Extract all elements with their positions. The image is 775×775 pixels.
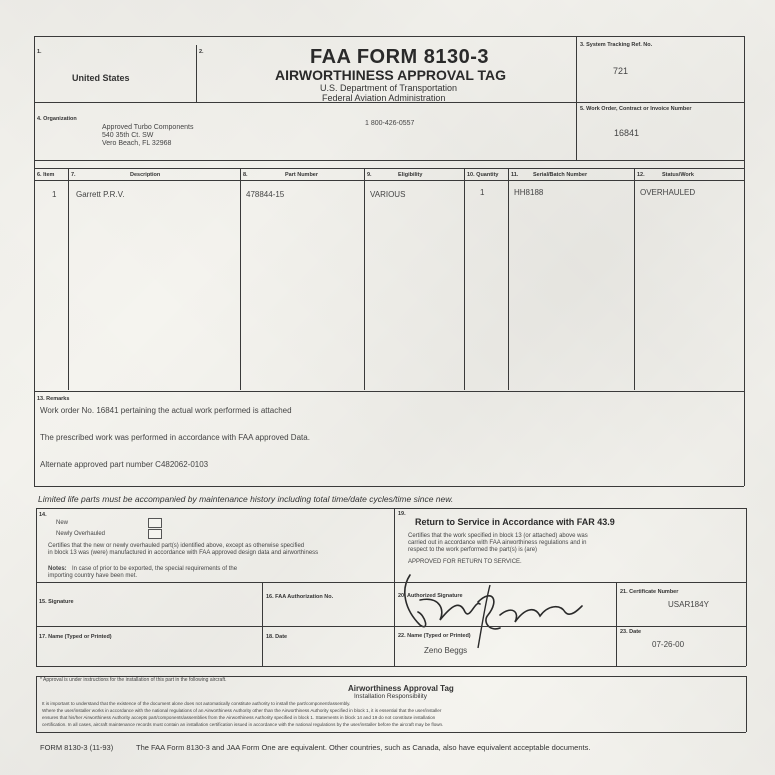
responsibility-text4: certification. In all cases, aircraft maintenance records must contain an installation certification issued in accordance with the national regulations by the user/installer before the aircraft may be flown. (42, 722, 444, 727)
header-eligibility: Eligibility (398, 172, 423, 178)
remarks-label: 13. Remarks (37, 396, 70, 402)
block19-label: 19. (398, 511, 406, 517)
rts-text-line3: respect to the work performed the part(s) is (are) (408, 547, 538, 553)
certificate-number: USAR184Y (668, 600, 709, 609)
row-part-number: 478844-15 (246, 190, 285, 199)
block18-label: 18. Date (266, 634, 288, 640)
block5-label: 5. Work Order, Contract or Invoice Number (580, 106, 692, 112)
return-to-service-title: Return to Service in Accordance with FAR 43.9 (415, 517, 615, 527)
org-address2: Vero Beach, FL 32968 (102, 140, 172, 147)
form-title: FAA FORM 8130-3 (310, 46, 490, 68)
header-item: 6. Item (37, 172, 55, 178)
footer-text: The FAA Form 8130-3 and JAA Form One are equivalent. Other countries, such as Canada, also have equivalent acceptable documents. (136, 743, 591, 752)
option-newly-overhauled-label: Newly Overhauled (56, 531, 106, 537)
header-description: Description (130, 172, 161, 178)
country-value: United States (72, 73, 130, 83)
org-address1: 540 35th Ct. SW (102, 132, 154, 139)
row-quantity: 1 (480, 188, 485, 197)
block3-label: 3. System Tracking Ref. No. (580, 42, 653, 48)
checkbox-newly-overhauled[interactable] (148, 529, 162, 539)
row-eligibility: VARIOUS (370, 190, 406, 199)
header-serial-num: 11. (511, 172, 519, 178)
row-item: 1 (52, 190, 57, 199)
block20-label: 20. Authorized Signature (398, 593, 463, 599)
notes-text-line1: In case of prior to be exported, the special requirements of the (72, 566, 238, 572)
block15-label: 15. Signature (39, 599, 74, 605)
tag-title: AIRWORTHINESS APPROVAL TAG (275, 67, 507, 83)
rts-text-line1: Certifies that the work specified in block 13 (or attached) above was (408, 533, 588, 539)
department-name: U.S. Department of Transportation (320, 83, 458, 93)
org-phone: 1 800-426-0557 (365, 120, 415, 127)
installation-notice: * Approval is under instructions for the installation of this part in the following aircraft. (40, 677, 227, 683)
responsibility-subtitle: Installation Responsibility (354, 693, 427, 700)
org-name: Approved Turbo Components (102, 124, 194, 131)
block21-label: 21. Certificate Number (620, 589, 679, 595)
rts-text-line4: APPROVED FOR RETURN TO SERVICE. (408, 559, 522, 565)
footer-form-number: FORM 8130-3 (11-93) (40, 743, 114, 752)
row-status: OVERHAULED (640, 188, 696, 197)
agency-name: Federal Aviation Administration (322, 93, 446, 103)
rts-text-line2: carried out in accordance with FAA airworthiness regulations and in (408, 540, 587, 546)
responsibility-text1: It is important to understand that the existence of the document alone does not automatically constitute authority to install the part/component/assembly. (42, 701, 351, 706)
work-order-number: 16841 (614, 128, 640, 138)
remarks-line3: Alternate approved part number C482062-0103 (40, 460, 209, 469)
header-eligibility-num: 9. (367, 172, 372, 178)
block4-label: 4. Organization (37, 116, 77, 122)
responsibility-text2: Where the user/installer works in accordance with the national regulations of an Airworthiness Authority other than the Airworthiness Authority specified in block 1, it is essential that the user/installer (42, 708, 442, 713)
header-status: Status/Work (662, 172, 694, 178)
responsibility-text3: ensures that his/her Airworthiness Authority accepts part/components/assemblies from the Airworthiness Authority specified in block 1. Statements in block 14 and 19 do not constitute installation (42, 715, 436, 720)
row-description: Garrett P.R.V. (76, 190, 125, 199)
remarks-line2: The prescribed work was performed in accordance with FAA approved Data. (40, 433, 310, 442)
certify-text-line1: Certifies that the new or newly overhauled part(s) identified above, except as otherwise specified (48, 543, 305, 549)
tracking-number: 721 (613, 66, 629, 76)
block16-label: 16. FAA Authorization No. (266, 594, 334, 600)
signature-date: 07-26-00 (652, 640, 685, 649)
block1-label: 1. (37, 49, 42, 55)
block17-label: 17. Name (Typed or Printed) (39, 634, 112, 640)
responsibility-title: Airworthiness Approval Tag (348, 684, 454, 693)
header-description-num: 7. (71, 172, 76, 178)
block22-label: 22. Name (Typed or Printed) (398, 633, 471, 639)
header-quantity: 10. Quantity (467, 172, 499, 178)
notes-label: Notes: (48, 566, 67, 572)
certify-text-line2: in block 13 was (were) manufactured in accordance with FAA approved design data and airworthiness (48, 550, 319, 556)
row-serial: HH8188 (514, 188, 544, 197)
header-status-num: 12. (637, 172, 645, 178)
header-part-num: 8. (243, 172, 248, 178)
block23-label: 23. Date (620, 629, 642, 635)
checkbox-new[interactable] (148, 518, 162, 528)
header-serial: Serial/Batch Number (533, 172, 588, 178)
header-part-number: Part Number (285, 172, 319, 178)
remarks-line1: Work order No. 16841 pertaining the actual work performed is attached (40, 406, 292, 415)
block2-label: 2. (199, 49, 204, 55)
life-limited-note: Limited life parts must be accompanied by maintenance history including total time/date cycles/time since new. (38, 494, 454, 504)
option-new-label: New (56, 520, 69, 526)
typed-name: Zeno Beggs (424, 646, 468, 655)
block14-label: 14. (39, 512, 47, 518)
notes-text-line2: importing country have been met. (48, 573, 138, 579)
